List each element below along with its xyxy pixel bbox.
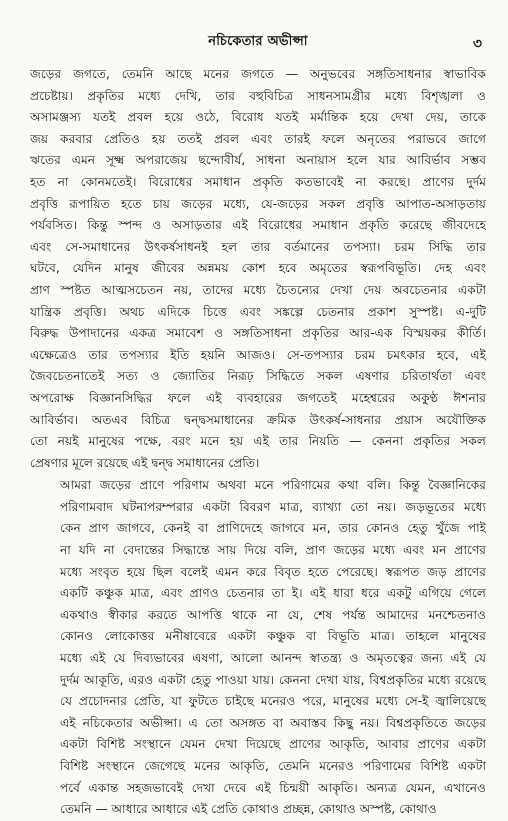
text-line: অসামঞ্জস্য যতই প্রবল হয়ে ওঠে, বিরোধ যতই মর্মান্তিক হয়ে দেখা দেয়, তাকে xyxy=(30,110,486,125)
text-line: প্রাণ স্পষ্টত আত্মসচেতন নয়, তাদের মধ্যে চৈতন্যের দেখা দেয় অবচেতনার একটা xyxy=(30,282,486,297)
text-line: মধ্যে এই যে দিব্যভাবের এষণা, আলো আনন্দ স্বাতন্ত্র্য ও অমৃতত্বের জন্য এই যে xyxy=(60,651,486,666)
text-line: না যদি না বেদান্তের সিদ্ধান্তে সায় দিয়ে বলি, প্রাণ জড়ের মধ্যে এবং মন প্রাণের xyxy=(60,543,486,558)
text-line: এক্ষেত্রেও তার তপস্যার ইতি হয়নি আজও। সে-তপস্যার চরম চমৎকার হবে, এই xyxy=(30,347,486,362)
text-line: বিশিষ্ট সংস্থানে জেগেছে মনের আকৃতি, তেমনি মনেরও পরিণামের বিশিষ্ট একটা xyxy=(60,759,486,773)
text-line: পর্যবসিত। কিন্তু স্পন্দ ও অসাড়তার এই বিরোধের সমাধান প্রকৃতি করেছে জীবদেহে xyxy=(30,218,486,233)
text-line: এই নচিকেতার অভীপ্সা। এ তো অসঙ্গত বা অবাস্তব কিছু নয়। বিশ্বপ্রকৃতিতে জড়ের xyxy=(60,715,486,730)
text-line: তেমনি — আধারে আধারে এই প্রেতি কোথাও প্রচ্ছন্ন, কোথাও অস্পষ্ট, কোথাও xyxy=(60,802,437,817)
text-line: আমরা জড়ের প্রাণে পরিণাম অথবা মনে পরিণামের কথা বলি। কিন্তু বৈজ্ঞানিকের xyxy=(60,478,486,493)
paragraph-2 xyxy=(30,475,486,821)
text-line: কোনও লোকোত্তর মনীষাবেরে একটা কঞ্চুক বা বিভূতি মাত্র। তাহলে মানুষের xyxy=(60,629,486,644)
text-line: দুর্দম আকূতি, এরও একটা হেতু পাওয়া যায়। কেননা দেখা যায়, বিশ্বপ্রকৃতির মধ্যে রয়েছে xyxy=(60,672,486,687)
text-line: প্রেষণার মূলে রয়েছে এই দ্বন্দ্ব সমাধানের প্রেতি। xyxy=(30,455,260,470)
page-number: ৩ xyxy=(472,36,482,52)
page-header xyxy=(30,30,486,54)
text-line: একটা বিশিষ্ট সংস্থানে যেমন দেখা দিয়েছে প্রাণের আকৃতি, আবার প্রাণের একটা xyxy=(60,737,486,752)
text-line: মধ্যে সংবৃত হয়ে ছিল বলেই এমন করে বিবৃত হতে পেরেছে। স্বরূপত জড় প্রাণের xyxy=(60,564,486,579)
text-line: প্রবৃত্তি রূপায়িত হতে চায় জড়ের মধ্যে, যে-জড়ের সকল প্রবৃত্তি আপাত-অসাড়তায় xyxy=(30,196,486,211)
text-line: যান্ত্রিক প্রবৃত্তি। অথচ এদিকে চিত্তে এবং সঙ্কল্পে চেতনার প্রকাশ সুস্পষ্ট। এ-দুটি xyxy=(30,304,486,319)
text-line: একটি কঞ্চুক মাত্র, এবং প্রাণও চেতনার তা ই। এই ধারা ধরে একটু এগিয়ে গেলে xyxy=(60,586,486,601)
text-line: জৈবচেতনাতেই সত্য ও জ্যোতির নিরূঢ় সিদ্ধিতে সকল এষণার চরিতার্থতা এবং xyxy=(30,369,486,384)
text-line: অপরোক্ষ বিজ্ঞানসিদ্ধির ফলে এই ব্যবহারের জগতেই মহেশ্বরের অকুণ্ঠ ঈশনার xyxy=(30,390,486,405)
text-line: জড়ের জগতে, তেমনি আছে মনের জগতে — অনুভবের সঙ্গতিসাধনার স্বাভাবিক xyxy=(30,67,486,81)
text-line: তো নয়ই মানুষের পক্ষে, বরং মনে হয় এই তার নিয়তি — কেননা প্রকৃতির সকল xyxy=(30,434,486,449)
text-line: পর্বে একান্ত সহজভাবেই দেখা দেবে এই চিন্ময়ী আকৃতি। অন্যত্র যেমন, এখানেও xyxy=(60,780,486,795)
text-line: প্রচেষ্টায়। প্রকৃতির মধ্যে দেখি, তার বহুবিচিত্র সাধনসামগ্রীর মধ্যে বিশৃঙ্খলা ও xyxy=(30,88,486,103)
text-line: ঘটবে, যেদিন মানুষ জীবের অন্নময় কোশ হবে অমৃতের স্বরূপবিভূতি। দেহ এবং xyxy=(30,261,486,276)
running-title: নচিকেতার অভীপ্সা xyxy=(208,33,308,49)
text-line: একথাও স্বীকার করতে আপত্তি থাকে না যে, শেষ পর্যন্ত আমাদের মনশ্চেতনাও xyxy=(60,607,486,622)
text-line: পরিণামবাদ ঘটনাপরম্পরার একটা বিবরণ মাত্র, ব্যাখ্যা তো নয়। জড়ভূতের মধ্যে xyxy=(60,499,486,514)
text-line: ঋতের এমন সূক্ষ্ম অপরাজেয় ছন্দোবীর্য, সাধনা অনায়াস হলে যার আবির্ভাব সম্ভব xyxy=(30,153,486,168)
text-line: বিরুদ্ধ উপাদানের একত্র সমাবেশ ও সঙ্গতিসাধনা প্রকৃতির আর-এক বিস্ময়কর কীর্তি। xyxy=(30,326,486,341)
text-line: যে প্রচোদনার প্রেতি, যা ফুটতে চাইছে মনেরও পরে, মানুষের মধ্যে সে-ই জ্বালিয়েছে xyxy=(60,694,486,709)
body-text xyxy=(30,64,486,821)
paragraph-1 xyxy=(30,64,486,474)
text-line: এবং সে-সমাধানের উৎকর্ষসাধনই হল তার বর্তমানের তপস্যা। চরম সিদ্ধি তার xyxy=(30,239,486,254)
text-line: জয় করবার প্রেতিও হয় ততই প্রবল এবং তারই ফলে অনৃতের পরাভবে জাগে xyxy=(30,131,486,146)
text-line: কেন প্রাণ জাগবে, কেনই বা প্রাণিদেহে জাগবে মন, তার কোনও হেতু খুঁজে পাই xyxy=(60,521,486,536)
text-line: আবির্ভাব। অতএব বিচিত্র দ্বন্দ্বসমাধানের ক্রমিক উৎকর্ষ-সাধনার প্রয়াস অযৌক্তিক xyxy=(30,412,486,427)
text-line: হত না কোনমতেই। বিরোধের সমাধান প্রকৃতি কতভাবেই না করছে। প্রাণের দুর্দম xyxy=(30,174,486,189)
